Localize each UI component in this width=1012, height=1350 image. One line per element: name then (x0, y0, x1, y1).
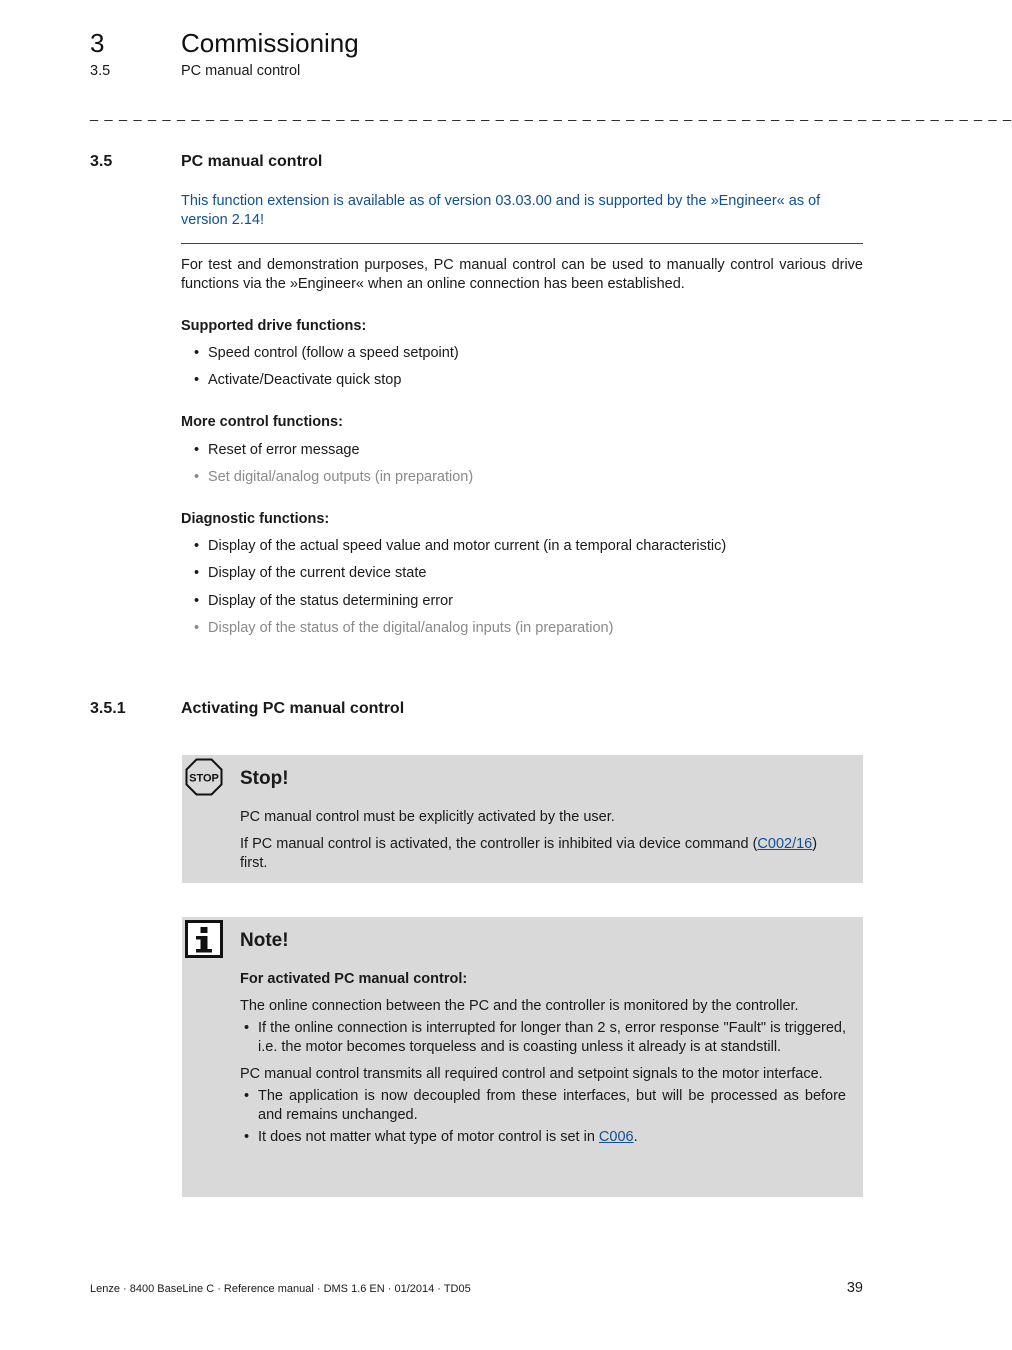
subsection-number: 3.5.1 (90, 700, 126, 717)
list-item: • Set digital/analog outputs (in preparation) (181, 468, 863, 495)
note-content (240, 970, 846, 1147)
stop-icon-label: STOP (189, 772, 219, 785)
note-c006-text: It does not matter what type of motor control is set in (258, 1129, 599, 1145)
c002-link[interactable]: C002/16 (757, 836, 813, 852)
note-label: For activated PC manual control: (240, 971, 468, 987)
note-box (182, 917, 863, 1197)
list-item: • Display of the actual speed value and motor current (in a temporal characteristic) (181, 537, 863, 564)
section-title: PC manual control (181, 153, 323, 170)
list-item (240, 1128, 846, 1147)
stop-line-2 (240, 835, 846, 873)
stop-title: Stop! (240, 768, 289, 789)
note-title: Note! (240, 930, 289, 951)
note-list-2 (240, 1087, 846, 1147)
stop-line-1: PC manual control must be explicitly activated by the user. (240, 809, 615, 825)
header-section-title: PC manual control (181, 63, 301, 79)
list-item: • Display of the status of the digital/analog inputs (in preparation) (181, 619, 863, 646)
stop-line-2-end: ) first. (240, 836, 818, 871)
more-list (181, 441, 863, 496)
diag-label: Diagnostic functions: (181, 511, 330, 527)
availability-rule (181, 243, 863, 244)
diag-list (181, 537, 863, 646)
section-number: 3.5 (90, 153, 113, 170)
page-number: 39 (846, 1280, 863, 1296)
note-c006-end: . (633, 1129, 638, 1145)
c006-link[interactable]: C006 (598, 1129, 634, 1145)
supported-label: Supported drive functions: (181, 318, 367, 334)
stop-line-2-text: If PC manual control is activated, the controller is inhibited via device command ( (240, 836, 758, 852)
list-item: • Speed control (follow a speed setpoint) (181, 344, 863, 371)
chapter-title: Commissioning (181, 28, 359, 58)
list-item: • Display of the status determining error (181, 592, 863, 619)
note-list-1 (240, 1019, 846, 1057)
list-item: • Activate/Deactivate quick stop (181, 371, 863, 398)
list-item: • If the online connection is interrupted for longer than 2 s, error response "Fault" is triggered, i.e. the motor becomes torqueless and is coasting unless it already is at standstill. (240, 1019, 846, 1057)
footer-document-info: Lenze · 8400 BaseLine C · Reference manual · DMS 1.6 EN · 01/2014 · TD05 (90, 1283, 471, 1295)
intro-paragraph: For test and demonstration purposes, PC manual control can be used to manually control various drive functions via the »Engineer« when an online connection has been established. (181, 257, 863, 292)
list-item: • The application is now decoupled from these interfaces, but will be processed as before and remains unchanged. (240, 1087, 846, 1125)
stop-icon (185, 758, 223, 796)
chapter-number: 3 (90, 28, 105, 58)
stop-box (182, 755, 863, 883)
more-label: More control functions: (181, 414, 343, 430)
subsection-title: Activating PC manual control (181, 700, 405, 717)
list-item: • Reset of error message (181, 441, 863, 468)
availability-note: This function extension is available as of version 03.03.00 and is supported by the »Engineer« as of version 2.14! (181, 193, 821, 228)
header-section-number: 3.5 (90, 63, 111, 79)
info-icon (185, 920, 223, 958)
note-paragraph-2: PC manual control transmits all required control and setpoint signals to the motor interface. (240, 1066, 823, 1082)
header-separator: _ _ _ _ _ _ _ _ _ _ _ _ _ _ _ _ _ _ _ _ _ _ _ _ _ _ _ _ _ _ _ _ _ _ _ _ _ _ _ _ _ _ _ _ _ _ _ _ _ _ _ _ _ _ _ _ _ _ _ _ _ _ _ _ (90, 106, 1012, 122)
note-paragraph-1: The online connection between the PC and the controller is monitored by the controller. (240, 998, 799, 1014)
list-item: • Display of the current device state (181, 564, 863, 591)
stop-content (240, 808, 846, 873)
supported-list (181, 344, 863, 399)
